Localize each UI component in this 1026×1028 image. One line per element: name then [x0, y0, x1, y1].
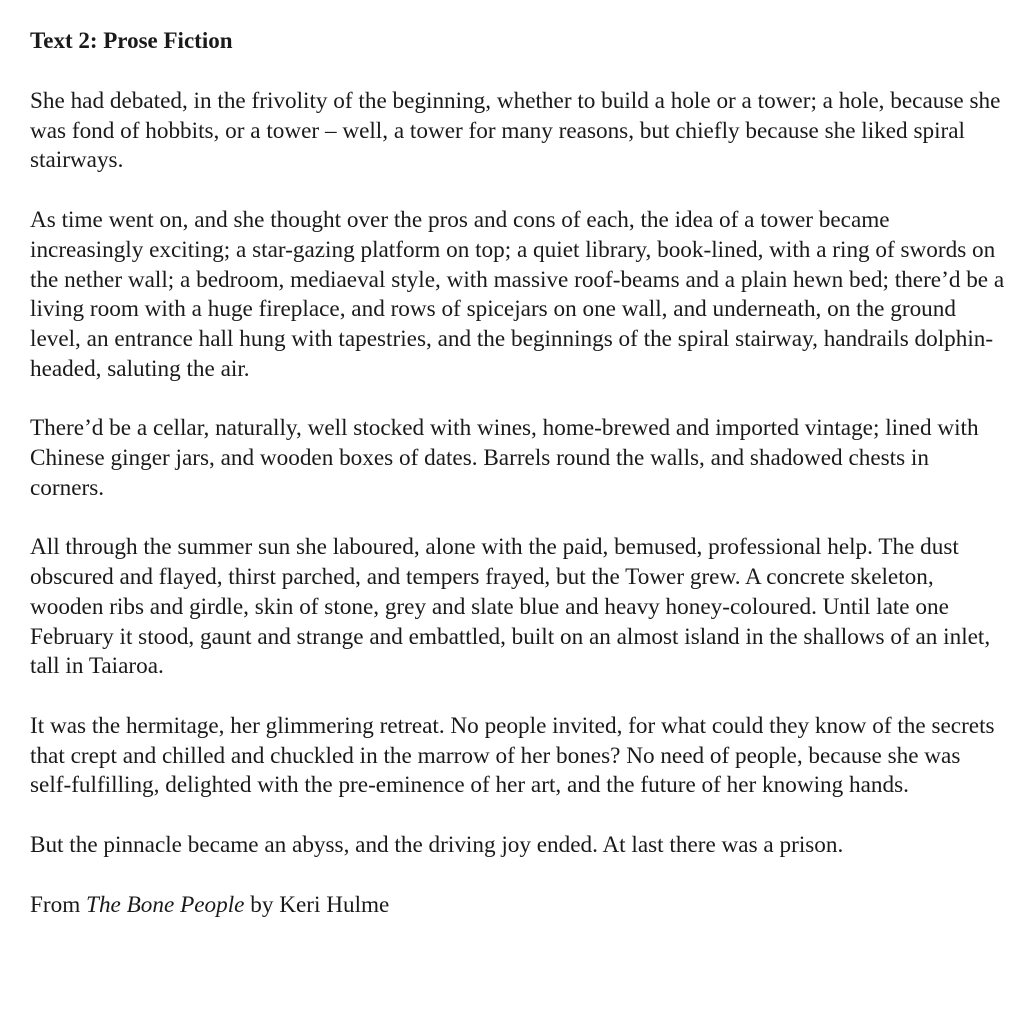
paragraph-4: All through the summer sun she laboured, alone with the paid, bemused, professional help. The dust obscured and flayed, thirst parched, and tempers frayed, but the Tower grew. A concrete skeleton, wooden ribs and girdle, skin of stone, grey and slate blue and heavy honey-coloured. Until late one February it stood, gaunt and strange and embattled, built on an almost island in the shallows of an inlet, tall in Taiaroa.: [30, 534, 991, 680]
source-citation: [30, 891, 1005, 921]
section-heading: Text 2: Prose Fiction: [30, 28, 233, 53]
source-book-title: The Bone People: [86, 891, 245, 918]
document-page: [30, 28, 1005, 920]
source-prefix: From: [30, 891, 87, 918]
paragraph-2: As time went on, and she thought over the pros and cons of each, the idea of a tower became increasingly exciting; a star-gazing platform on top; a quiet library, book-lined, with a ring of swords on the nether wall; a bedroom, mediaeval style, with massive roof-beams and a plain hewn bed; there’d be a living room with a huge fireplace, and rows of spicejars on one wall, and underneath, on the ground level, an entrance hall hung with tapestries, and the beginnings of the spiral stairway, handrails dolphin-headed, saluting the air.: [30, 207, 1005, 382]
paragraph-3: There’d be a cellar, naturally, well stocked with wines, home-brewed and imported vintage; lined with Chinese ginger jars, and wooden boxes of dates. Barrels round the walls, and shadowed chests in corners.: [30, 415, 979, 501]
source-author: by Keri Hulme: [244, 891, 390, 918]
paragraph-6: But the pinnacle became an abyss, and the driving joy ended. At last there was a prison.: [30, 832, 844, 859]
paragraph-1: She had debated, in the frivolity of the beginning, whether to build a hole or a tower; a hole, because she was fond of hobbits, or a tower – well, a tower for many reasons, but chiefly because she liked spiral stairways.: [30, 88, 1001, 174]
paragraph-5: It was the hermitage, her glimmering retreat. No people invited, for what could they know of the secrets that crept and chilled and chuckled in the marrow of her bones? No need of people, because she was self-fulfilling, delighted with the pre-eminence of her art, and the future of her knowing hands.: [30, 712, 995, 799]
